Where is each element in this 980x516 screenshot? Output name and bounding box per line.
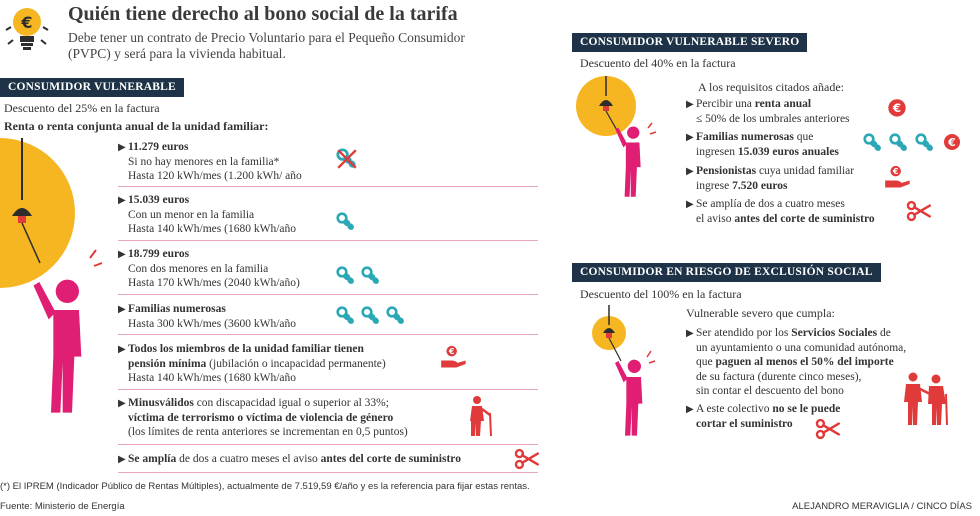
item-bold-text: 15.039 euros anuales [737, 145, 839, 158]
item-line: víctima de terrorismo o víctima de violencia de género [128, 411, 394, 424]
item-line: de su factura (durente cinco meses), [696, 370, 862, 383]
bullet-icon: ▶ [118, 398, 126, 409]
item-line: Hasta 170 kWh/mes (2040 kWh/año) [128, 277, 300, 289]
item-line: Hasta 300 kWh/mes (3600 kWh/año [128, 317, 296, 330]
source: Fuente: Ministerio de Energía [0, 501, 125, 512]
list-item [118, 342, 386, 386]
page-title: Quién tiene derecho al bono social de la tarifa [68, 3, 458, 25]
bullet-icon: ▶ [118, 454, 126, 465]
discount-vulnerable: Descuento del 25% en la factura [4, 101, 160, 115]
item-bold-text: pensión mínima [128, 357, 207, 370]
section-heading-vulnerable: CONSUMIDOR VULNERABLE [0, 78, 184, 97]
item-bold-text: Minusválidos [128, 397, 194, 409]
item-text: de [877, 327, 891, 339]
pacifier-icon [336, 306, 356, 326]
item-line: Hasta 120 kWh/mes (1.200 kWh/ año [128, 170, 302, 182]
euro-coin-icon [940, 132, 964, 154]
item-bold-text: Pensionistas [696, 165, 757, 177]
bulb-euro-symbol: € [21, 13, 33, 32]
bullet-icon: ▶ [118, 142, 126, 153]
bullet-icon: ▶ [686, 404, 694, 415]
item-line: sin contar el descuento del bono [696, 385, 844, 397]
bullet-icon: ▶ [686, 166, 694, 177]
item-bold-text: paguen al menos el 50% del importe [715, 356, 894, 368]
item-bold-text: antes del corte de suministro [734, 212, 875, 225]
section-heading-severe: CONSUMIDOR VULNERABLE SEVERO [572, 33, 807, 52]
pacifier-icon [336, 266, 356, 286]
item-text: el aviso [696, 212, 735, 225]
list-item [686, 197, 875, 226]
pacifier-icon [361, 306, 381, 326]
item-line: Si no hay menores en la familia* [128, 155, 280, 168]
pacifier-icon [386, 306, 406, 326]
elderly-person-cane-icon [464, 395, 496, 437]
pacifier-icon [361, 266, 381, 286]
severe-intro: A los requisitos citados añade: [698, 80, 844, 94]
item-line: un ayuntamiento o una comunidad autónoma, [696, 341, 907, 354]
item-text: que [793, 131, 814, 143]
item-text: Percibir una [696, 98, 755, 110]
list-item [686, 164, 855, 193]
list-item [118, 452, 461, 467]
list-item [686, 326, 907, 399]
item-line: Se amplía de dos a cuatro meses [696, 198, 845, 210]
item-line: Hasta 140 kWh/mes (1680 kWh/año [128, 372, 296, 384]
bullet-icon: ▶ [118, 249, 126, 260]
item-title: Todos los miembros de la unidad familiar tienen [128, 343, 364, 355]
income-label: Renta o renta conjunta anual de la unidad familiar: [4, 119, 269, 133]
person-pulling-cord-icon [570, 74, 680, 199]
list-item [118, 302, 296, 331]
item-line: ≤ 50% de los umbrales anteriores [696, 112, 850, 125]
crossed-pacifier-icon [336, 148, 358, 170]
list-item [118, 140, 302, 184]
exclusion-intro: Vulnerable severo que cumpla: [686, 306, 835, 320]
item-text: de dos a cuatro meses el aviso [176, 453, 321, 465]
person-pulling-cord-icon [0, 138, 125, 448]
footnote: (*) El IPREM (Indicador Público de Rentas Múltiples), actualmente de 7.519,59 €/año y es la referencia para fijar estas rentas. [0, 481, 530, 492]
item-text: ingrese [696, 179, 733, 192]
item-bold-text: renta anual [754, 98, 812, 110]
pacifier-icon [889, 133, 909, 153]
item-bold-text: Se amplía [128, 453, 177, 465]
credit: ALEJANDRO MERAVIGLIA / CINCO DÍAS [792, 501, 972, 512]
scissors-icon [906, 200, 932, 222]
bullet-icon: ▶ [118, 195, 126, 206]
bullet-icon: ▶ [686, 99, 694, 110]
item-line: Hasta 140 kWh/mes (1680 kWh/año [128, 223, 296, 235]
social-workers-icon [900, 372, 952, 426]
item-bold-text: 7.520 euros [732, 179, 788, 192]
scissors-icon [815, 418, 841, 440]
scissors-icon [514, 448, 540, 470]
euro-coin-hand-icon [884, 164, 912, 190]
bullet-icon: ▶ [686, 328, 694, 339]
list-item [686, 130, 839, 159]
list-item [118, 396, 408, 440]
item-line: Con dos menores en la familia [128, 262, 269, 275]
item-text: Ser atendido por los [696, 327, 792, 339]
item-bold-text: no se le puede [772, 403, 841, 415]
item-bold-text: antes del corte de suministro [320, 453, 461, 465]
euro-coin-hand-icon [440, 344, 468, 370]
discount-severe: Descuento del 40% en la factura [580, 56, 736, 70]
list-item [118, 193, 296, 237]
item-text: A este colectivo [696, 403, 773, 415]
list-item [686, 97, 850, 126]
list-item [118, 247, 300, 291]
item-line: cortar el suministro [696, 417, 793, 430]
item-title: 18.799 euros [128, 248, 190, 260]
item-line: (los límites de renta anteriores se incrementan en 0,5 puntos) [128, 426, 408, 438]
bullet-icon: ▶ [686, 199, 694, 210]
item-bold-text: Familias numerosas [696, 131, 794, 143]
bullet-icon: ▶ [118, 304, 126, 315]
page-subtitle: Debe tener un contrato de Precio Voluntario para el Pequeño Consumidor (PVPC) y será para la vivienda habitual. [68, 30, 465, 61]
item-text: cuya unidad familiar [756, 165, 855, 177]
pacifier-icon [863, 133, 883, 153]
item-title: 15.039 euros [128, 194, 190, 206]
lightbulb-euro-icon [4, 0, 50, 58]
item-text: (jubilación o incapacidad permanente) [206, 357, 386, 370]
item-title: Familias numerosas [128, 303, 226, 315]
item-text: con discapacidad igual o superior al 33%; [193, 397, 389, 409]
bullet-icon: ▶ [118, 344, 126, 355]
person-pulling-cord-icon [585, 305, 675, 445]
item-title: 11.279 euros [128, 141, 189, 153]
item-text: que [696, 356, 716, 368]
section-heading-exclusion: CONSUMIDOR EN RIESGO DE EXCLUSIÓN SOCIAL [572, 263, 881, 282]
item-line: Con un menor en la familia [128, 208, 255, 221]
item-bold-text: Servicios Sociales [791, 327, 878, 339]
pacifier-icon [336, 212, 356, 232]
bullet-icon: ▶ [686, 132, 694, 143]
pacifier-icon [915, 133, 935, 153]
discount-exclusion: Descuento del 100% en la factura [580, 287, 742, 301]
item-text: ingresen [696, 145, 738, 158]
euro-coin-icon [884, 98, 910, 120]
